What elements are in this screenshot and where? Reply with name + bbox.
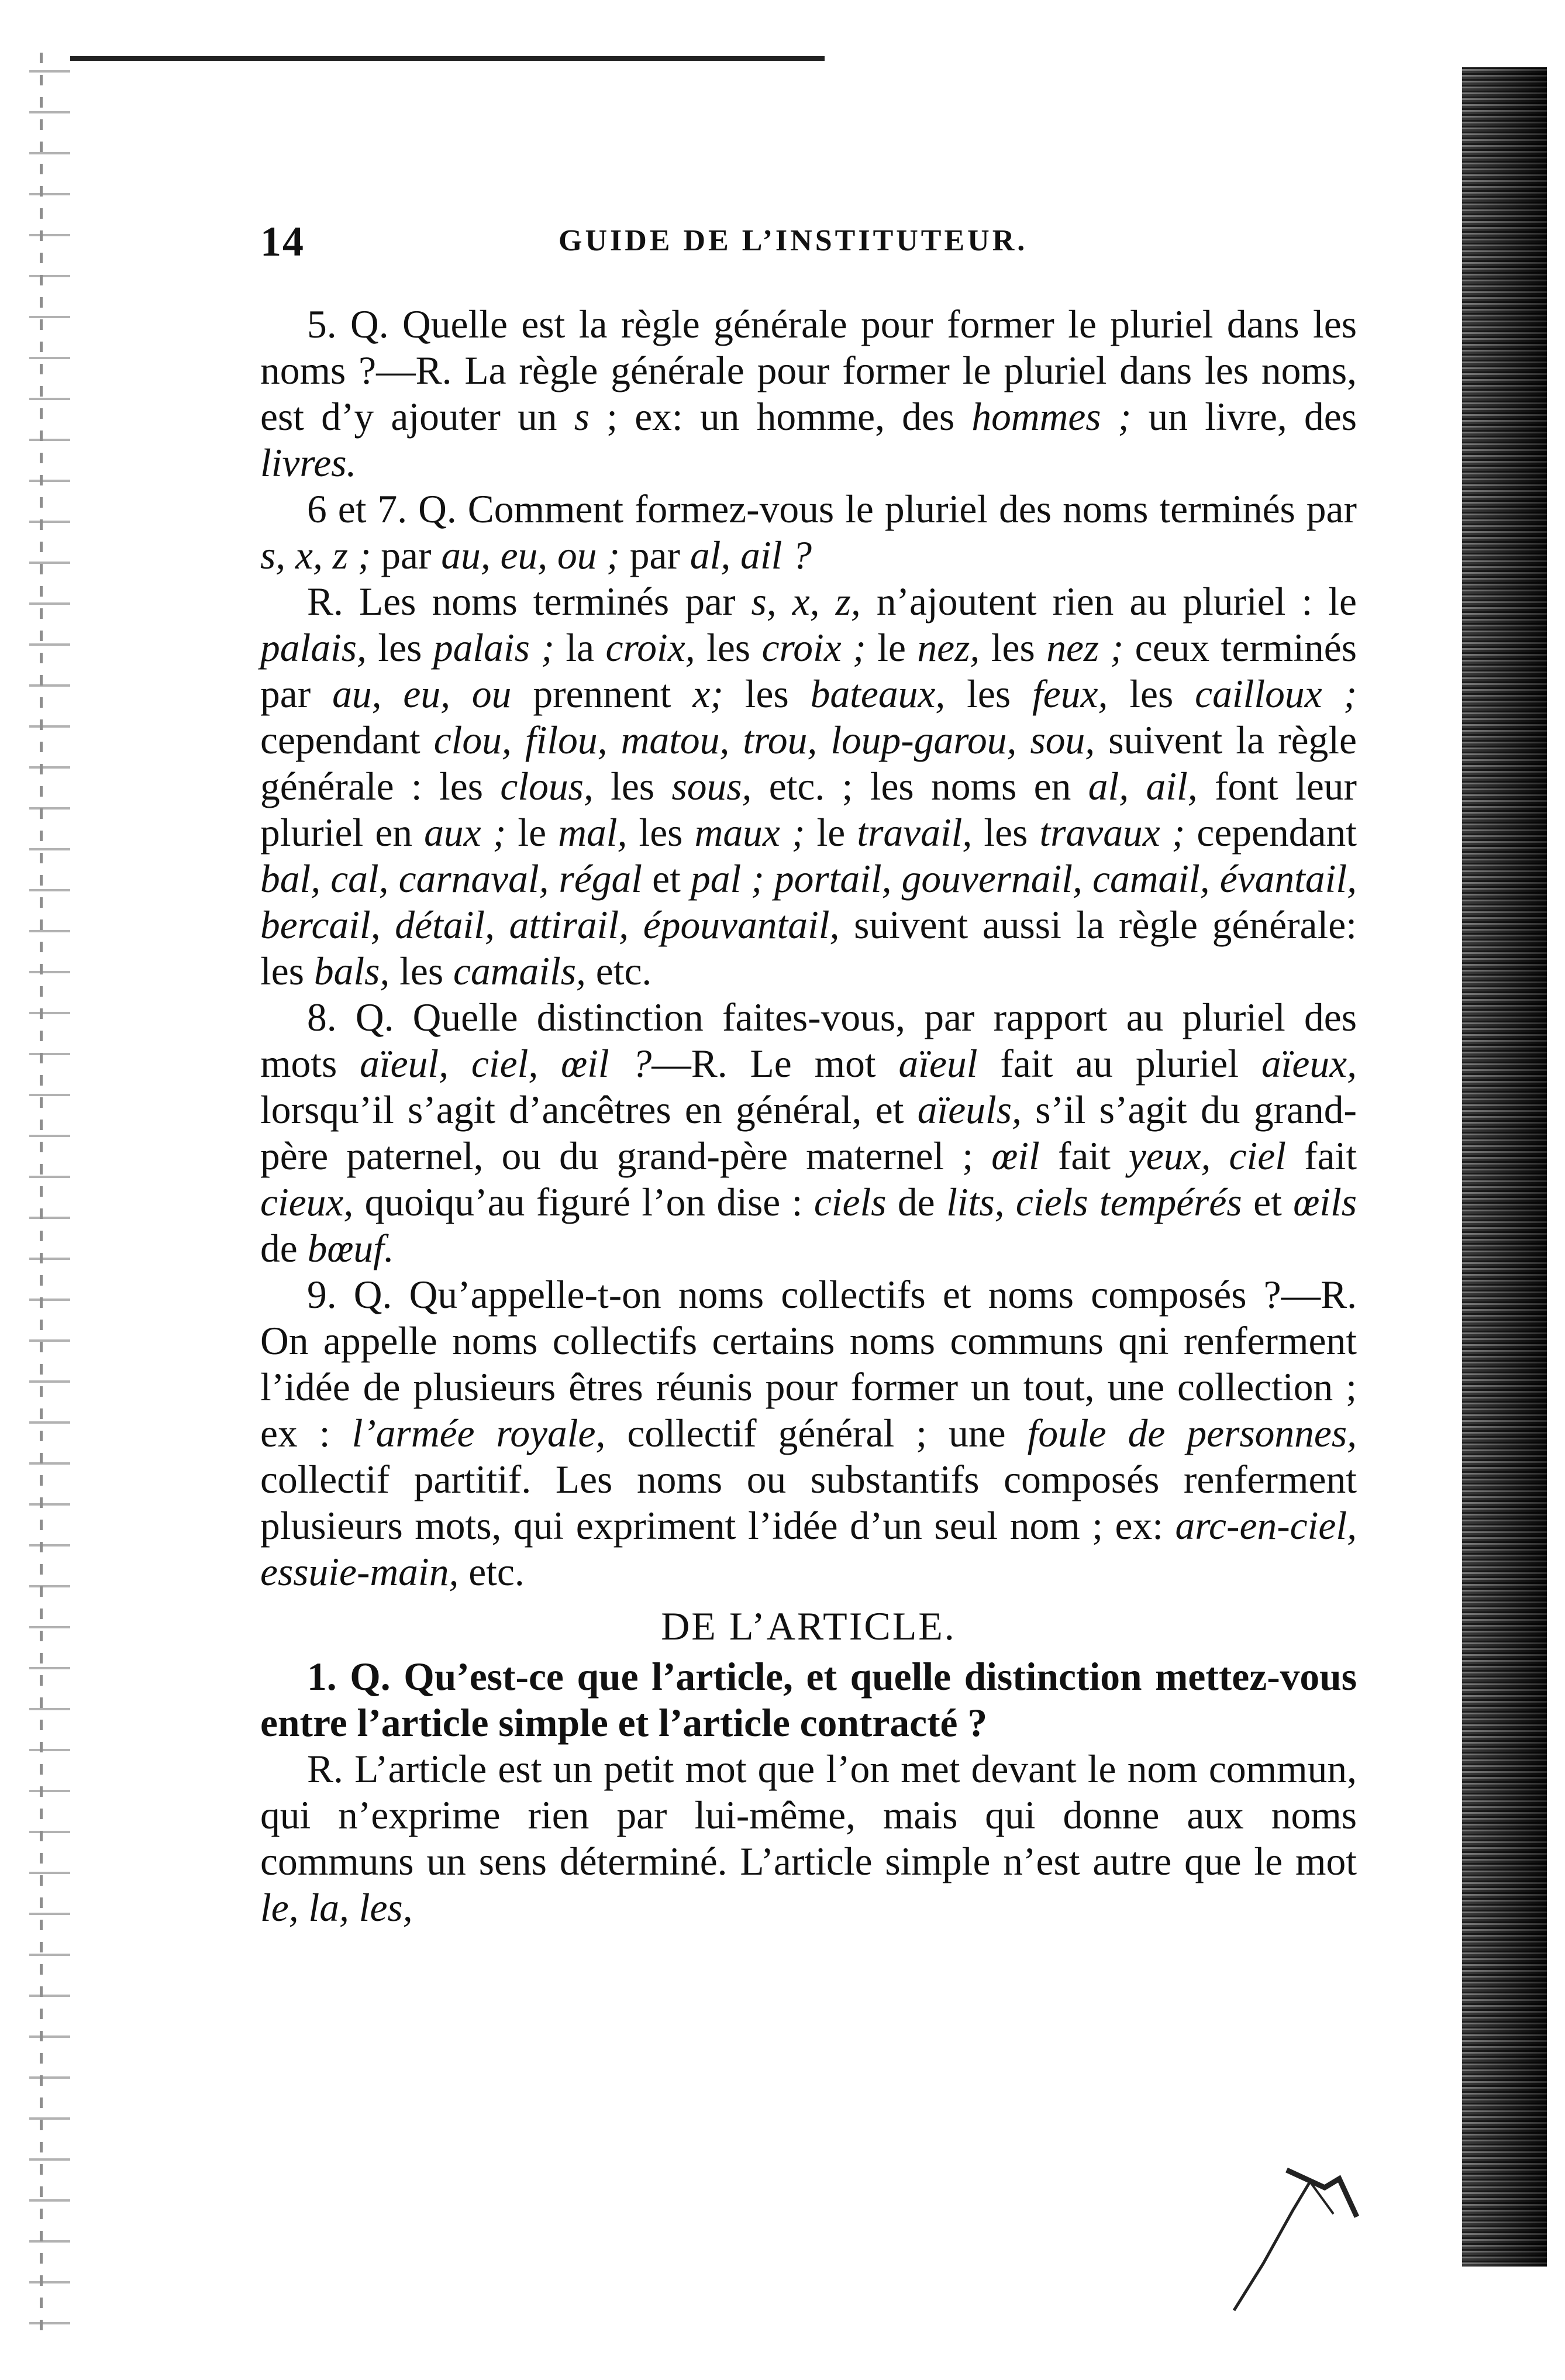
italic-run: yeux, ciel [1128,1134,1286,1178]
italic-run: al, ail, [1088,764,1198,808]
text-run: —R. Le mot [651,1042,899,1086]
text-run: le [866,626,918,670]
text-run: les [972,811,1040,855]
page-number: 14 [260,218,305,265]
italic-run: clou, filou, matou, trou, loup-garou, sou, [433,718,1095,762]
text-run: 1. Q. Qu’est-ce que l’article, et quelle distinction mettez-vous entre l’article simple et l’article contracté ? [260,1655,1357,1745]
page-edge-shadow [1462,67,1547,2267]
italic-run: œil [991,1134,1040,1178]
italic-run: aïeux, [1261,1042,1357,1086]
text-run: R. Les noms terminés par [307,580,752,624]
italic-run: pal ; portail, gouvernail, camail, évantail, bercail, détail, attirail, épouvantail, [260,857,1357,947]
text-run: suivent la règle générale : les [260,718,1357,808]
text-run: les [389,949,453,993]
italic-run: bœuf. [307,1227,394,1270]
italic-run: lits, ciels tempérés [946,1180,1242,1224]
text-run: fait au pluriel [977,1042,1261,1086]
italic-run: bal, cal, carnaval, régal [260,857,643,901]
paragraph-q8 [260,994,1357,1272]
text-run: ; ex: un homme, des [590,395,972,439]
paragraph-q9 [260,1272,1357,1595]
text-run: collectif général ; une [605,1411,1028,1455]
italic-run: l’armée royale, [351,1411,606,1455]
italic-run: ciels [813,1180,887,1224]
text-run: et [1242,1180,1294,1224]
italic-run: s [574,395,590,439]
text-run: les [1108,672,1195,716]
italic-run: œils [1293,1180,1357,1224]
italic-run: croix ; [761,626,866,670]
paragraph-q6-7 [260,486,1357,578]
italic-run: cailloux ; [1195,672,1357,716]
italic-run: bals, [313,949,390,993]
running-title: GUIDE DE L’INSTITUTEUR. [559,224,1028,257]
text-run: le [506,811,559,855]
text-run: et [642,857,691,901]
italic-run: au, eu, ou [332,672,512,716]
italic-run: sous, [671,764,752,808]
italic-run: palais ; [433,626,554,670]
italic-run: le, la, les, [260,1886,413,1930]
italic-run: aïeul [898,1042,978,1086]
text-run: le [805,811,857,855]
italic-run: cieux, [260,1180,354,1224]
text-run: cependant [260,718,434,762]
italic-run: aux ; [424,811,506,855]
text-run: 9. Q. Qu’appelle-t-on noms collectifs et noms composés ?—R. On appelle noms collectifs certains noms communs qni renferment l’idée de plusieurs êtres réunis pour former un tout, une collection ; ex : [260,1273,1357,1455]
text-run: les [627,811,695,855]
italic-run: s, x, z ; [260,533,371,577]
text-run: la [554,626,606,670]
text-run: 6 et 7. Q. Comment formez-vous le pluriel des noms terminés par [307,487,1357,531]
text-run: cependant [1185,811,1357,855]
text-run: font leur pluriel en [260,764,1357,855]
italic-run: travail, [857,811,973,855]
text-run: quoiqu’au figuré l’on dise : [353,1180,814,1224]
text-run: par [371,533,442,577]
italic-run: x; [692,672,723,716]
text-run: par [619,533,690,577]
text-run: fait [1039,1134,1129,1178]
italic-run: camails, [453,949,586,993]
italic-run: aïeuls, [917,1088,1022,1132]
text-run: 5. Q. Quelle est la règle générale pour former le pluriel dans les noms ?—R. La règle générale pour former le pluriel dans les noms, est d’y ajouter un [260,302,1357,439]
text-run: un livre, des [1131,395,1357,439]
italic-run: mal, [558,811,628,855]
text-run: les [695,626,762,670]
italic-run: hommes ; [971,395,1132,439]
text-run: les [945,672,1033,716]
italic-run: travaux ; [1039,811,1185,855]
italic-run: bateaux, [810,672,946,716]
section-heading: DE L’ARTICLE. [661,1604,956,1648]
left-margin-binding-marks [29,53,70,2334]
italic-run: au, eu, ou ; [441,533,620,577]
italic-run: nez ; [1046,626,1124,670]
text-run: les [980,626,1047,670]
paragraph-article-q1 [260,1654,1357,1746]
italic-run: al, ail ? [690,533,812,577]
italic-run: livres. [260,441,357,485]
text-run: s’il s’agit du grand-père paternel, ou du grand-père maternel ; [260,1088,1357,1178]
pen-mark [1222,2147,1398,2316]
paragraph-answer-6-7 [260,578,1357,994]
text-run: de [260,1227,308,1270]
italic-run: aïeul, ciel, œil ? [360,1042,652,1086]
paragraph-article-answer [260,1746,1357,1931]
text-run: etc. [585,949,652,993]
text-run: etc. ; les noms en [752,764,1088,808]
italic-run: feux, [1032,672,1108,716]
text-run: les [723,672,811,716]
italic-run: s, x, z, [751,580,861,624]
paragraph-q5 [260,301,1357,486]
page-body [260,301,1357,1931]
text-run: collectif partitif. Les noms ou substantifs composés renferment plusieurs mots, qui expriment l’idée d’un seul nom ; ex: [260,1458,1357,1548]
text-run: les [366,626,433,670]
text-run: de [886,1180,947,1224]
text-run: 8. Q. Quelle distinction faites-vous, par rapport au pluriel des mots [260,996,1357,1086]
italic-run: foule de personnes, [1027,1411,1357,1455]
italic-run: maux ; [694,811,805,855]
text-run: ceux terminés par [260,626,1357,716]
italic-run: croix, [605,626,695,670]
text-run: lorsqu’il s’agit d’ancêtres en général, et [260,1088,918,1132]
italic-run: arc-en-ciel, essuie-main, [260,1504,1357,1594]
text-run: etc. [459,1550,525,1594]
text-run: R. L’article est un petit mot que l’on met devant le nom commun, qui n’exprime rien par lui-même, mais qui donne aux noms communs un sens déterminé. L’article simple n’est autre que le mot [260,1747,1357,1883]
running-head [260,218,1430,270]
text-run: les [593,764,672,808]
text-run: prennent [511,672,693,716]
italic-run: nez, [917,626,980,670]
italic-run: clous, [500,764,594,808]
text-run: n’ajoutent rien au pluriel : le [860,580,1357,624]
italic-run: palais, [260,626,367,670]
text-run: suivent aussi la règle générale: les [260,903,1357,993]
top-rule [70,56,825,61]
text-run: fait [1285,1134,1357,1178]
